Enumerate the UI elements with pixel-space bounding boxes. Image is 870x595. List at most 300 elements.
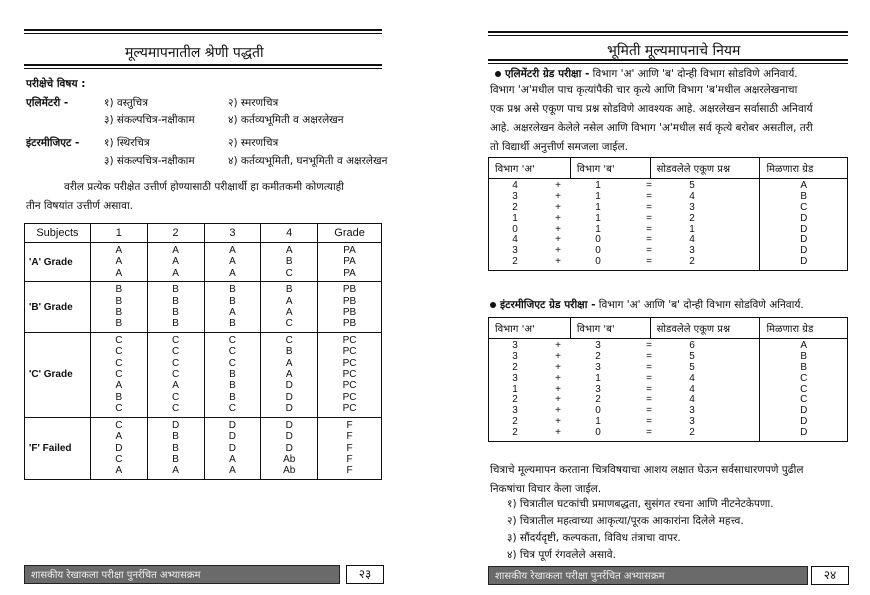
cell-value: D: [285, 391, 293, 403]
paragraph-line: एक प्रश्न असे एकूण पाच प्रश्न सोडविणे आवश्यक आहे. अक्षरलेखन सर्वासाठी अनिवार्य: [490, 103, 813, 115]
cell-value: A: [285, 307, 293, 319]
cell-value: 4: [512, 234, 518, 246]
cell-value: C: [115, 334, 123, 346]
cell-value: 2: [689, 256, 695, 268]
intermediate-heading: [490, 298, 804, 312]
elementary-item: ३) संकल्पचित्र-नक्षीकाम: [104, 114, 195, 126]
cell-value: 2: [689, 427, 695, 439]
cell-value: C: [228, 346, 237, 358]
cell-value: B: [229, 295, 236, 307]
cell-value: +: [555, 234, 561, 246]
page-title: भूमिती मूल्यमापनाचे नियम: [607, 43, 741, 59]
cell-value: +: [555, 256, 561, 268]
cell-value: F: [346, 431, 353, 443]
grade-value: D: [800, 223, 808, 235]
table-cell: [261, 332, 318, 417]
cell-value: C: [115, 453, 123, 465]
cell-value: C: [285, 334, 293, 346]
table-row: [489, 341, 759, 352]
table-row: [489, 417, 759, 428]
cell-value: B: [229, 284, 236, 296]
intermediate-heading-rest: विभाग 'अ' आणि 'ब' दोन्ही विभाग सोडविणे अनिवार्य.: [598, 299, 804, 311]
cell-value: Ab: [283, 465, 296, 477]
table-row: [25, 282, 382, 333]
table-row: [489, 406, 759, 417]
cell-value: 1: [595, 223, 601, 235]
top-rule: [488, 31, 848, 33]
table-row: [489, 203, 759, 214]
cell-value: B: [229, 318, 236, 330]
cell-value: =: [646, 201, 652, 213]
table-row: [489, 246, 759, 257]
cell-value: +: [555, 372, 561, 384]
table-row: [489, 363, 759, 374]
cell-value: +: [555, 180, 561, 191]
cell-value: =: [646, 234, 652, 246]
cell-value: 3: [595, 361, 601, 373]
grade-value: D: [800, 416, 808, 428]
table-cell: [318, 417, 382, 479]
cell-value: +: [555, 350, 561, 362]
cell-value: B: [115, 391, 123, 403]
table-row: [489, 352, 759, 363]
cell-value: +: [555, 190, 561, 202]
cell-value: 1: [512, 212, 518, 224]
cell-value: =: [646, 340, 652, 351]
paragraph-line: वरील प्रत्येक परीक्षेत उत्तीर्ण होण्यासाठी परीक्षार्थी हा कमीतकमी कोणत्याही: [64, 181, 344, 193]
cell-value: B: [172, 318, 179, 330]
cell-value: B: [285, 346, 293, 358]
intermediate-item: ३) संकल्पचित्र-नक्षीकाम: [104, 155, 195, 167]
table-cell: [204, 243, 261, 282]
cell-value: A: [285, 295, 293, 307]
cell-value: =: [646, 383, 652, 395]
cell-value: 3: [689, 201, 695, 213]
elementary-heading: [495, 67, 798, 81]
cell-value: C: [115, 357, 123, 369]
cell-value: =: [646, 223, 652, 235]
cell-value: D: [285, 442, 293, 454]
cell-value: PC: [342, 369, 357, 381]
cell-value: +: [555, 427, 561, 439]
cell-value: 3: [689, 416, 695, 428]
cell-value: 2: [512, 416, 518, 428]
intermediate-item: ४) कर्तव्यभूमिती, घनभूमिती व अक्षरलेखन: [228, 155, 388, 167]
intermediate-heading-label: इंटरमीजिएट ग्रेड परीक्षा -: [500, 299, 596, 311]
table-header: विभाग 'ब': [570, 158, 650, 179]
intermediate-rows: [489, 341, 759, 439]
cell-value: =: [646, 256, 652, 268]
cell-value: A: [229, 307, 236, 319]
cell-value: C: [115, 419, 123, 431]
table-cell: [261, 417, 318, 479]
cell-value: C: [171, 403, 180, 415]
grade-group-label: 'A' Grade: [25, 243, 91, 282]
table-cell: [147, 332, 204, 417]
cell-value: PB: [342, 284, 357, 296]
cell-value: 2: [512, 394, 518, 406]
cell-value: 1: [595, 190, 601, 202]
top-rule: [24, 29, 382, 31]
cell-value: A: [285, 357, 293, 369]
cell-value: 3: [689, 405, 695, 417]
elementary-item: १) वस्तुचित्र: [104, 97, 148, 109]
cell-value: 4: [689, 394, 695, 406]
grade-group-label: 'F' Failed: [25, 417, 91, 479]
cell-value: +: [555, 212, 561, 224]
cell-value: 1: [689, 223, 695, 235]
cell-value: B: [115, 318, 123, 330]
cell-value: 6: [689, 340, 695, 351]
cell-value: D: [228, 431, 237, 443]
cell-value: A: [172, 380, 179, 392]
cell-value: B: [172, 431, 179, 443]
table-cell: [147, 417, 204, 479]
cell-value: B: [172, 295, 179, 307]
table-cell: [147, 243, 204, 282]
cell-value: D: [228, 442, 237, 454]
cell-value: +: [555, 223, 561, 235]
table-row: [489, 192, 759, 203]
cell-value: PB: [342, 307, 357, 319]
cell-value: C: [171, 391, 180, 403]
intermediate-table: [488, 317, 848, 442]
cell-value: 4: [512, 180, 518, 191]
table-row: [25, 417, 382, 479]
criteria-item: ४) चित्र पूर्ण रंगवलेले असावे.: [507, 549, 616, 561]
cell-value: =: [646, 180, 652, 191]
cell-value: 2: [512, 361, 518, 373]
cell-value: 1: [595, 372, 601, 384]
cell-value: 5: [689, 180, 695, 191]
cell-value: +: [555, 394, 561, 406]
cell-value: PA: [343, 267, 356, 279]
cell-value: A: [229, 465, 236, 477]
cell-value: A: [115, 431, 123, 443]
paragraph-line: तीन विषयांत उत्तीर्ण असावा.: [26, 200, 134, 212]
paragraph-line: आहे. अक्षरलेखन केलेले नसेल आणि विभाग 'अ'मधील सर्व कृत्ये बरोबर असतील, तरी: [490, 122, 813, 134]
paragraph-line: तो विद्यार्थी अनुत्तीर्ण समजला जाईल.: [490, 141, 628, 153]
cell-value: C: [171, 346, 180, 358]
cell-value: PC: [342, 357, 357, 369]
cell-value: =: [646, 361, 652, 373]
cell-value: 3: [512, 405, 518, 417]
cell-value: B: [229, 369, 236, 381]
table-header: Subjects: [25, 224, 91, 243]
elementary-item: २) स्मरणचित्र: [228, 97, 279, 109]
cell-value: 4: [689, 372, 695, 384]
page-number: २४: [811, 566, 849, 585]
table-header: 1: [90, 224, 147, 243]
cell-value: B: [172, 307, 179, 319]
cell-value: C: [228, 357, 237, 369]
paragraph-line: विभाग 'अ'मधील पाच कृत्यांपैकी चार कृत्ये आणि विभाग 'ब'मधील अक्षरलेखनाचा: [490, 84, 798, 96]
cell-value: =: [646, 212, 652, 224]
cell-value: A: [229, 267, 236, 279]
elementary-heading-label: एलिमेंटरी ग्रेड परीक्षा -: [505, 68, 590, 80]
cell-value: C: [115, 369, 123, 381]
cell-value: A: [229, 453, 236, 465]
grade-value: B: [800, 361, 808, 373]
cell-value: 0: [595, 405, 601, 417]
intermediate-item: २) स्मरणचित्र: [228, 137, 279, 149]
table-cell: [147, 282, 204, 333]
cell-value: A: [115, 245, 123, 256]
cell-value: 2: [512, 201, 518, 213]
cell-value: B: [172, 453, 179, 465]
cell-value: F: [346, 419, 353, 431]
grade-value: D: [800, 405, 808, 417]
table-cell: [90, 417, 147, 479]
cell-value: B: [172, 442, 179, 454]
cell-value: A: [285, 245, 293, 256]
cell-value: PB: [342, 295, 357, 307]
cell-value: +: [555, 201, 561, 213]
criteria-item: १) चित्रातील घटकांची प्रमाणबद्धता, सुसंगत रचना आणि नीटनेटकेपणा.: [507, 498, 774, 510]
grade-table: [24, 223, 382, 480]
cell-value: D: [285, 403, 293, 415]
cell-value: F: [346, 453, 353, 465]
cell-value: 1: [595, 201, 601, 213]
cell-value: PB: [342, 318, 357, 330]
table-cell: [318, 332, 382, 417]
cell-value: 3: [512, 350, 518, 362]
table-header: 3: [204, 224, 261, 243]
cell-value: =: [646, 350, 652, 362]
cell-value: B: [115, 295, 123, 307]
page-number: २३: [346, 565, 384, 584]
cell-value: 0: [595, 427, 601, 439]
table-cell: [90, 243, 147, 282]
cell-value: PA: [343, 245, 356, 256]
grade-value: C: [800, 372, 808, 384]
cell-value: A: [115, 267, 123, 279]
cell-value: A: [172, 245, 179, 256]
cell-value: 3: [512, 190, 518, 202]
cell-value: C: [228, 334, 237, 346]
cell-value: 2: [512, 427, 518, 439]
cell-value: A: [115, 380, 123, 392]
cell-value: =: [646, 245, 652, 257]
table-cell: [90, 332, 147, 417]
cell-value: 5: [689, 361, 695, 373]
elementary-rows: [489, 181, 759, 268]
cell-value: +: [555, 245, 561, 257]
grade-value: A: [800, 340, 808, 351]
cell-value: 3: [512, 340, 518, 351]
cell-value: 0: [595, 234, 601, 246]
grade-value: C: [800, 394, 808, 406]
table-cell: [204, 332, 261, 417]
cell-value: =: [646, 416, 652, 428]
cell-value: =: [646, 405, 652, 417]
cell-value: PC: [342, 346, 357, 358]
criteria-item: २) चित्रातील महत्वाच्या आकृत्या/पूरक आकारांना दिलेले महत्त्व.: [507, 515, 744, 527]
intermediate-item: १) स्थिरचित्र: [104, 137, 150, 149]
cell-value: A: [172, 256, 179, 268]
title-rule: [488, 59, 848, 61]
cell-value: 4: [689, 234, 695, 246]
cell-value: B: [115, 307, 123, 319]
cell-value: C: [228, 403, 237, 415]
cell-value: A: [229, 256, 236, 268]
cell-value: D: [115, 442, 123, 454]
cell-value: +: [555, 405, 561, 417]
cell-value: 1: [595, 180, 601, 191]
cell-value: 3: [595, 383, 601, 395]
cell-value: C: [285, 318, 293, 330]
criteria-list: [507, 496, 852, 564]
cell-value: PC: [342, 403, 357, 415]
grade-value: A: [800, 180, 808, 191]
cell-value: =: [646, 372, 652, 384]
elementary-heading-rest: विभाग 'अ' आणि 'ब' दोन्ही विभाग सोडविणे अनिवार्य.: [592, 68, 798, 80]
cell-value: PC: [342, 334, 357, 346]
table-row: [489, 235, 759, 246]
grade-value: D: [800, 234, 808, 246]
cell-value: =: [646, 427, 652, 439]
cell-value: 5: [689, 350, 695, 362]
cell-value: C: [171, 334, 180, 346]
cell-value: Ab: [283, 453, 296, 465]
cell-value: =: [646, 394, 652, 406]
cell-value: 1: [595, 212, 601, 224]
table-header: 2: [147, 224, 204, 243]
cell-value: PC: [342, 380, 357, 392]
cell-value: F: [346, 465, 353, 477]
grade-value: D: [800, 245, 808, 257]
right-page: [435, 0, 870, 595]
cell-value: +: [555, 383, 561, 395]
cell-value: C: [115, 403, 123, 415]
cell-value: C: [171, 369, 180, 381]
cell-value: 1: [595, 416, 601, 428]
grade-value: B: [800, 350, 808, 362]
table-header: विभाग 'ब': [570, 318, 650, 339]
cell-value: 0: [512, 223, 518, 235]
paragraph-line: निकषांचा विचार केला जाईल.: [490, 483, 602, 495]
cell-value: 2: [595, 394, 601, 406]
elementary-table: [488, 157, 848, 271]
cell-value: C: [171, 357, 180, 369]
cell-value: 3: [512, 372, 518, 384]
cell-value: PC: [342, 391, 357, 403]
drawing-paragraph: [490, 461, 850, 499]
cell-value: +: [555, 416, 561, 428]
table-cell: [318, 243, 382, 282]
grade-value: B: [800, 190, 808, 202]
cell-value: +: [555, 340, 561, 351]
elementary-grades: [760, 181, 847, 268]
elementary-paragraph: [490, 81, 850, 157]
cell-value: =: [646, 190, 652, 202]
title-rule: [24, 64, 382, 66]
cell-value: 0: [595, 256, 601, 268]
table-cell: [204, 282, 261, 333]
table-header: मिळणारा ग्रेड: [760, 158, 848, 179]
table-row: [489, 257, 759, 268]
elementary-item: ४) कर्तव्यभूमिती व अक्षरलेखन: [228, 114, 344, 126]
table-row: [25, 243, 382, 282]
subjects-heading: परीक्षेचे विषय :: [26, 78, 86, 90]
grade-value: C: [800, 383, 808, 395]
grade-value: C: [800, 201, 808, 213]
table-cell: [261, 243, 318, 282]
cell-value: 4: [689, 190, 695, 202]
cell-value: 1: [512, 383, 518, 395]
cell-value: 3: [512, 245, 518, 257]
cell-value: D: [285, 380, 293, 392]
table-header: Grade: [318, 224, 382, 243]
table-cell: [261, 282, 318, 333]
criteria-item: ३) सौंदर्यदृष्टी, कल्पकता, विविध तंत्राचा वापर.: [507, 532, 681, 544]
intermediate-label: इंटरमीजिएट -: [26, 137, 80, 149]
cell-value: B: [115, 284, 123, 296]
cell-value: PA: [343, 256, 356, 268]
page-title: मूल्यमापनातील श्रेणी पद्धती: [125, 45, 264, 61]
cell-value: A: [172, 465, 179, 477]
cell-value: D: [285, 419, 293, 431]
cell-value: 0: [595, 245, 601, 257]
cell-value: +: [555, 361, 561, 373]
cell-value: B: [229, 380, 236, 392]
table-header: 4: [261, 224, 318, 243]
cell-value: 2: [595, 350, 601, 362]
cell-value: B: [172, 284, 179, 296]
table-header: मिळणारा ग्रेड: [760, 318, 848, 339]
bullet-icon: [490, 302, 496, 308]
elementary-label: एलिमेंटरी -: [26, 97, 69, 109]
intermediate-grades: [760, 341, 847, 439]
cell-value: A: [229, 245, 236, 256]
cell-value: A: [115, 465, 123, 477]
grade-value: D: [800, 427, 808, 439]
table-row: [489, 374, 759, 385]
grade-value: D: [800, 212, 808, 224]
cell-value: C: [115, 346, 123, 358]
bullet-icon: [495, 71, 501, 77]
cell-value: D: [285, 431, 293, 443]
table-header: विभाग 'अ': [489, 318, 571, 339]
cell-value: D: [171, 419, 180, 431]
grade-group-label: 'C' Grade: [25, 332, 91, 417]
cell-value: C: [285, 267, 293, 279]
cell-value: B: [285, 256, 293, 268]
table-header: सोडवलेले एकूण प्रश्न: [650, 158, 760, 179]
cell-value: D: [228, 419, 237, 431]
cell-value: A: [115, 256, 123, 268]
cell-value: 2: [689, 212, 695, 224]
footer-banner: शासकीय रेखाकला परीक्षा पुनर्रचित अभ्यासक्रम: [488, 566, 808, 585]
paragraph-line: चित्राचे मूल्यमापन करताना चित्रविषयाचा आशय लक्षात घेऊन सर्वसाधारणपणे पुढील: [490, 464, 804, 476]
table-row: [489, 225, 759, 236]
table-row: [489, 214, 759, 225]
cell-value: 2: [512, 256, 518, 268]
table-cell: [90, 282, 147, 333]
cell-value: A: [172, 267, 179, 279]
cell-value: 4: [689, 383, 695, 395]
table-row: [489, 428, 759, 439]
table-cell: [204, 417, 261, 479]
footer-banner: शासकीय रेखाकला परीक्षा पुनर्रचित अभ्यासक्रम: [24, 565, 340, 584]
grade-value: D: [800, 256, 808, 268]
table-header: विभाग 'अ': [489, 158, 571, 179]
grade-group-label: 'B' Grade: [25, 282, 91, 333]
table-cell: [318, 282, 382, 333]
table-row: [489, 181, 759, 192]
table-row: [489, 395, 759, 406]
cell-value: A: [285, 369, 293, 381]
